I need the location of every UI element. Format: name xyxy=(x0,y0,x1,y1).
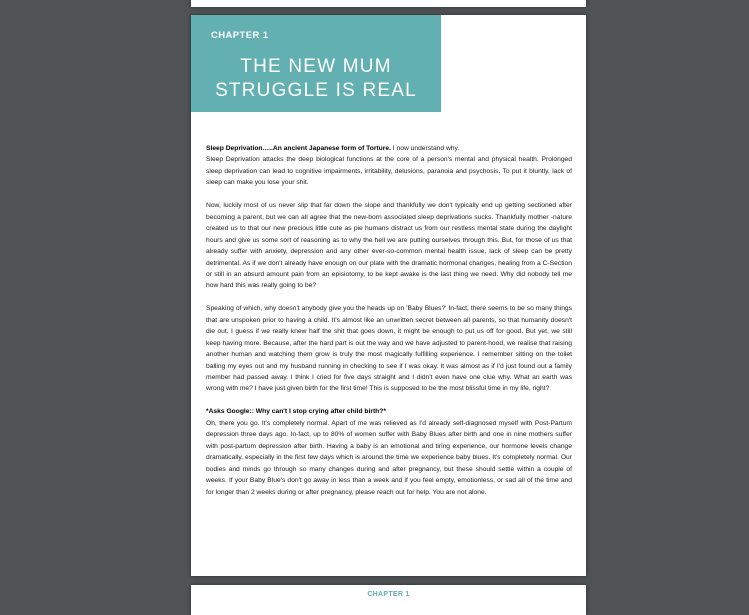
paragraph-heading: Sleep Deprivation…..An ancient Japanese form of Torture. xyxy=(206,145,391,152)
chapter-title-line-1: THE NEW MUM xyxy=(240,56,392,77)
chapter-title-line-2: STRUGGLE IS REAL xyxy=(215,80,417,101)
chapter-label: CHAPTER 1 xyxy=(211,30,269,41)
paragraph-sectioned: Now, luckily most of us never slip that far down the slope and thankfully we don't typically end up getting sectioned after becoming a parent, but we can all agree that the new-born associated sleep deprivations sucks. Thankfully mother -nature created us to that our new precious little cute as pie humans distract us from our restless mental state during the daylight hours and give us some sort of reasoning as to why the hell we are putting ourselves through this. But, for those of us that already suffer with anxiety, depression and any other ever-so-common mental health issue, lack of sleep can be pretty detrimental. As if we don't already have enough on our plate with the dramatic hormonal changes, healing from a C-Section or still in an absurd amount pain from an episiotomy, to be kept awake is the last thing we need. Why did nobody tell me how hard this was really going to be? xyxy=(206,202,572,290)
paragraph-text: Oh, there you go. It's completely normal. Apart of me was relieved as I'd already self-diagnosed myself with Post-Partum depression three days ago. In-fact, up to 80% of women suffer with Baby Blues after birth and one in nine mothers suffer with post-partum depression after birth. Having a baby is an emotional and tiring experience, our hormone levels change dramatically, especially in the first few days which is around the time we experience baby blues. It's completely normal. Our bodies and minds go through so many changes during and after pregnancy, but these should settle within a couple of weeks. If your Baby Blue's don't go away in less than a week and if you feel empty, emotionless, or sad all of the time and for longer than 2 weeks during or after pregnancy, please reach out for help. You are not alone. xyxy=(206,419,572,496)
chapter-body xyxy=(206,143,572,498)
chapter-title xyxy=(191,55,441,103)
next-page-chapter-label: CHAPTER 1 xyxy=(367,591,410,598)
paragraph-sleep-deprivation xyxy=(206,143,572,189)
chapter-banner xyxy=(191,15,441,112)
paragraph-baby-blues: Speaking of which, why doesn't anybody give you the heads up on 'Baby Blues?' In-fact, there seems to be so many things that are unspoken prior to having a child. It's almost like an unwritten secret between all parents, so that humanity doesn't die out. I guess if we really knew half the shit that goes down, it might be enough to put us off for good. But yet, we still keep having more. Because, after the hard part is out the way and we have adjusted to parent-hood, we realise that raising another human and watching them grow is truly the most magically fulfilling experience. I remember sitting on the toilet balling my eyes out and my husband running in checking to see if I was okay. It was almost as if I'd just found out a family member had passed away. I think I cried for five days straight and I didn't even have one clue why. What an earth was wrong with me? I have just given birth for the first time! This is supposed to be the most blissful time in my life, right? xyxy=(206,305,572,393)
next-page xyxy=(191,585,586,615)
document-page xyxy=(191,15,586,576)
paragraph-heading: *Asks Google:: Why can't I stop crying after child birth?* xyxy=(206,408,386,416)
paragraph-heading-tail: I now understand why. xyxy=(390,145,460,152)
paragraph-asks-google xyxy=(206,406,572,498)
previous-page xyxy=(191,0,586,7)
paragraph-text: Sleep Deprivation attacks the deep biological functions at the core of a person's mental and physical health. Prolonged sleep deprivation can lead to cognitive impairments, irritability, delusions, paranoia and psychosis. To put it bluntly, lack of sleep can make you lose your shit. xyxy=(206,156,572,187)
